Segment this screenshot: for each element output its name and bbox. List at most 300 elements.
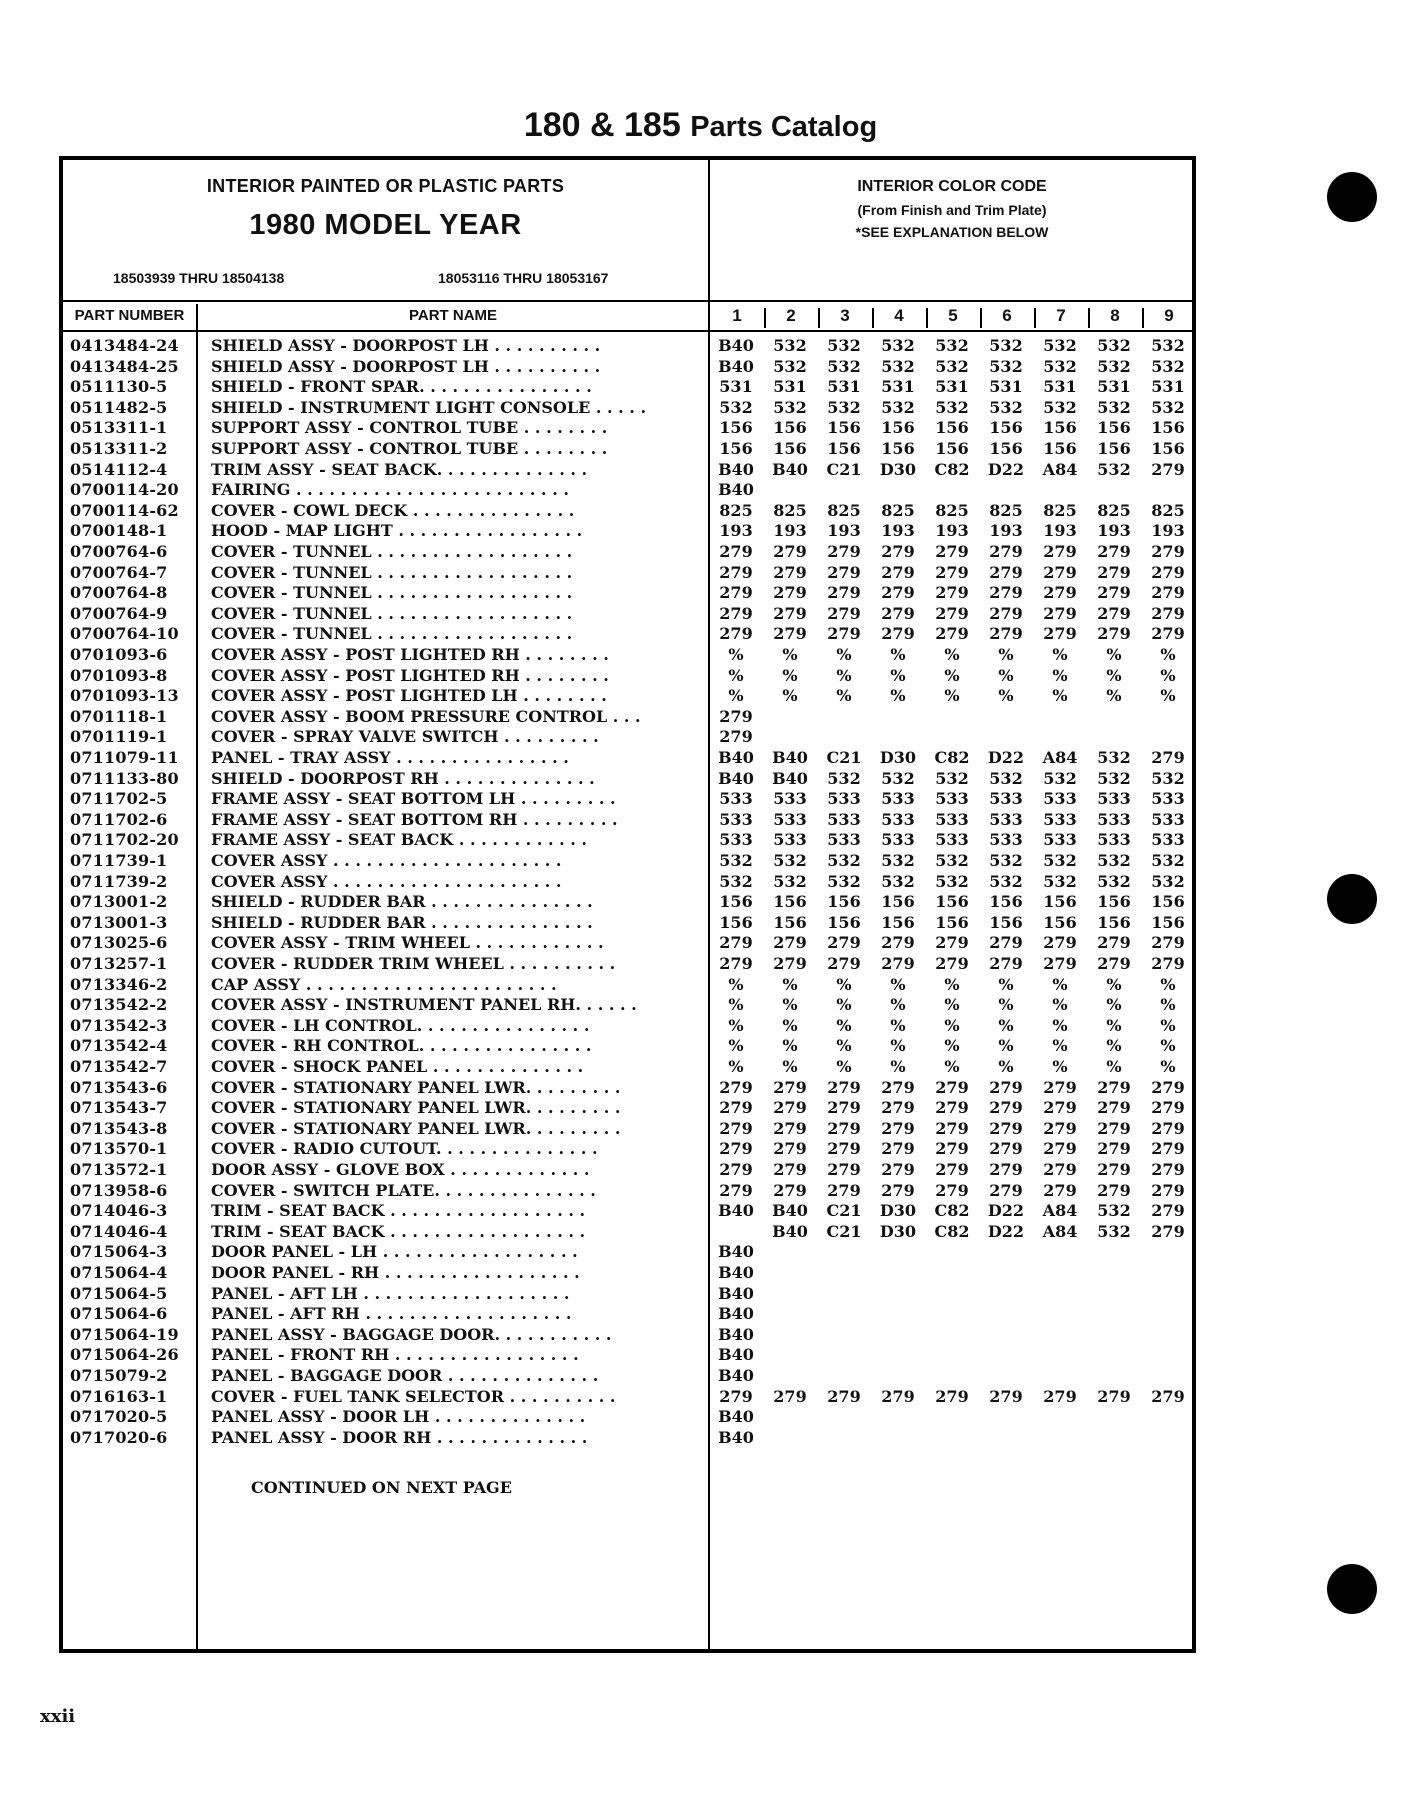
color-code-cell-7: 279 bbox=[1043, 583, 1077, 603]
color-code-cell-7: 532 bbox=[1043, 768, 1077, 788]
color-code-cell-3: 279 bbox=[827, 1160, 861, 1179]
color-code-cell-3: 279 bbox=[827, 542, 861, 561]
color-code-cell-3: % bbox=[836, 995, 852, 1015]
color-code-cell-4: 532 bbox=[881, 768, 915, 788]
color-code-cell-8: % bbox=[1106, 645, 1122, 664]
part-name: SHIELD - RUDDER BAR . . . . . . . . . . . . . . . bbox=[211, 892, 593, 912]
color-code-cell-9: 532 bbox=[1151, 871, 1185, 891]
part-name: COVER ASSY - BOOM PRESSURE CONTROL . . . bbox=[211, 706, 641, 726]
table-row bbox=[63, 480, 1193, 500]
color-code-cell-4: 532 bbox=[881, 336, 915, 355]
color-code-cell-5: 156 bbox=[935, 439, 969, 458]
color-code-cell-1: B40 bbox=[718, 336, 754, 355]
color-code-divider bbox=[1034, 308, 1036, 328]
color-code-cell-5: % bbox=[944, 995, 960, 1015]
color-code-cell-1: 279 bbox=[719, 624, 753, 644]
color-code-cell-8: 279 bbox=[1097, 1180, 1131, 1200]
color-code-cell-5: 279 bbox=[935, 624, 969, 644]
part-name: PANEL ASSY - BAGGAGE DOOR. . . . . . . . . . . bbox=[211, 1324, 612, 1344]
part-number: 0715079-2 bbox=[70, 1366, 168, 1385]
table-row bbox=[63, 1284, 1193, 1304]
part-name: COVER - COWL DECK . . . . . . . . . . . . . . . bbox=[211, 500, 575, 520]
color-code-cell-9: % bbox=[1160, 995, 1176, 1015]
color-code-cell-9: 279 bbox=[1151, 583, 1185, 603]
color-code-cell-7: 156 bbox=[1043, 912, 1077, 932]
table-row bbox=[63, 563, 1193, 583]
part-number: 0701093-6 bbox=[70, 645, 168, 664]
part-name: COVER - SHOCK PANEL . . . . . . . . . . . . . . bbox=[211, 1057, 584, 1076]
color-code-cell-3: 279 bbox=[827, 624, 861, 644]
color-code-cell-3: 279 bbox=[827, 1077, 861, 1097]
part-name: COVER - STATIONARY PANEL LWR. . . . . . . . . bbox=[211, 1118, 621, 1138]
part-name: FRAME ASSY - SEAT BOTTOM RH . . . . . . . . . bbox=[211, 809, 618, 829]
color-code-cell-2: 279 bbox=[773, 1386, 807, 1406]
color-code-cell-6: D22 bbox=[987, 1201, 1025, 1221]
color-code-cell-2: 279 bbox=[773, 954, 807, 973]
color-code-divider bbox=[980, 308, 982, 328]
table-row bbox=[63, 1036, 1193, 1056]
color-code-cell-1: % bbox=[728, 645, 744, 664]
color-code-cell-8: 532 bbox=[1097, 397, 1131, 417]
part-name: SHIELD - RUDDER BAR . . . . . . . . . . . . . . . bbox=[211, 912, 593, 932]
color-code-cell-6: 533 bbox=[989, 830, 1023, 850]
part-name: HOOD - MAP LIGHT . . . . . . . . . . . . . . . . . bbox=[211, 521, 583, 541]
color-code-cell-7: 279 bbox=[1043, 542, 1077, 561]
color-code-cell-2: % bbox=[782, 974, 798, 994]
color-code-cell-5: 279 bbox=[935, 954, 969, 973]
color-code-cell-4: % bbox=[890, 645, 906, 664]
part-name: COVER - TUNNEL . . . . . . . . . . . . . . . . . . bbox=[211, 583, 573, 603]
color-code-cell-7: 279 bbox=[1043, 933, 1077, 953]
color-code-cell-6: D22 bbox=[987, 748, 1025, 767]
color-code-cell-5: 279 bbox=[935, 562, 969, 582]
color-code-cell-2: % bbox=[782, 1057, 798, 1076]
color-code-note: *SEE EXPLANATION BELOW bbox=[855, 224, 1049, 240]
part-number: 0715064-19 bbox=[70, 1324, 179, 1344]
color-code-cell-3: 533 bbox=[827, 789, 861, 809]
color-code-cell-9: 279 bbox=[1151, 1180, 1185, 1200]
table-row bbox=[63, 1222, 1193, 1242]
part-number: 0700764-9 bbox=[70, 603, 168, 623]
color-code-cell-7: % bbox=[1052, 1015, 1068, 1035]
color-code-cell-1: 279 bbox=[719, 727, 753, 747]
part-number: 0715064-4 bbox=[70, 1263, 168, 1282]
part-name: PANEL - AFT RH . . . . . . . . . . . . . . . . . . . bbox=[211, 1304, 572, 1324]
table-row bbox=[63, 1304, 1193, 1324]
table-row bbox=[63, 892, 1193, 912]
color-code-cell-3: 156 bbox=[827, 892, 861, 912]
color-code-cell-5: % bbox=[944, 1015, 960, 1035]
color-code-cell-9: 279 bbox=[1151, 1077, 1185, 1097]
color-code-cell-8: 532 bbox=[1097, 871, 1131, 891]
table-row bbox=[63, 810, 1193, 830]
table-row bbox=[63, 1139, 1193, 1159]
color-code-cell-4: 825 bbox=[881, 500, 915, 520]
color-code-cell-6: 532 bbox=[989, 871, 1023, 891]
color-code-cell-5: C82 bbox=[934, 1221, 970, 1241]
color-code-cell-9: % bbox=[1160, 1015, 1176, 1035]
color-code-cell-8: 156 bbox=[1097, 439, 1131, 458]
color-code-cell-7: % bbox=[1052, 645, 1068, 664]
color-code-cell-3: 279 bbox=[827, 1386, 861, 1406]
color-code-cell-9: 533 bbox=[1151, 830, 1185, 850]
part-number: 0701118-1 bbox=[70, 706, 168, 726]
color-code-cell-2: 156 bbox=[773, 418, 807, 438]
part-number: 0713001-2 bbox=[70, 892, 168, 912]
color-code-cell-5: C82 bbox=[934, 1201, 970, 1221]
color-code-cell-4: 279 bbox=[881, 1118, 915, 1138]
color-code-cell-8: 156 bbox=[1097, 418, 1131, 438]
part-number: 0700114-20 bbox=[70, 480, 179, 500]
color-code-cell-1: 279 bbox=[719, 1118, 753, 1138]
continued-note: CONTINUED ON NEXT PAGE bbox=[251, 1478, 512, 1497]
color-code-cell-5: 156 bbox=[935, 912, 969, 932]
color-code-cell-2: 279 bbox=[773, 562, 807, 582]
part-number: 0711702-5 bbox=[70, 789, 168, 809]
part-number: 0700764-8 bbox=[70, 583, 168, 603]
color-code-cell-6: 279 bbox=[989, 542, 1023, 561]
color-code-cell-7: 279 bbox=[1043, 1139, 1077, 1159]
part-name: COVER - TUNNEL . . . . . . . . . . . . . . . . . . bbox=[211, 624, 573, 644]
part-number: 0514112-4 bbox=[70, 459, 168, 479]
part-number: 0713958-6 bbox=[70, 1180, 168, 1200]
color-code-cell-3: 279 bbox=[827, 1180, 861, 1200]
color-code-cell-5: % bbox=[944, 686, 960, 706]
color-code-cell-7: 156 bbox=[1043, 439, 1077, 458]
color-code-cell-3: C21 bbox=[826, 459, 862, 479]
column-header-rule bbox=[63, 330, 1196, 332]
color-code-cell-1: 531 bbox=[719, 377, 753, 397]
color-code-cell-7: 156 bbox=[1043, 418, 1077, 438]
color-code-cell-2: 279 bbox=[773, 1160, 807, 1179]
table-row bbox=[63, 769, 1193, 789]
color-code-cell-3: 532 bbox=[827, 768, 861, 788]
color-code-cell-9: % bbox=[1160, 974, 1176, 994]
color-code-cell-7: 532 bbox=[1043, 397, 1077, 417]
color-code-cell-7: 532 bbox=[1043, 356, 1077, 376]
color-code-cell-6: 279 bbox=[989, 954, 1023, 973]
table-row bbox=[63, 1078, 1193, 1098]
color-code-cell-2: 156 bbox=[773, 439, 807, 458]
color-code-cell-8: 279 bbox=[1097, 1077, 1131, 1097]
color-code-cell-1: B40 bbox=[718, 1324, 754, 1344]
color-code-cell-1: % bbox=[728, 1015, 744, 1035]
color-code-cell-8: % bbox=[1106, 665, 1122, 685]
part-name: COVER - RADIO CUTOUT. . . . . . . . . . . . . . . bbox=[211, 1139, 598, 1159]
part-number: 0713543-6 bbox=[70, 1077, 168, 1097]
color-code-cell-4: 279 bbox=[881, 542, 915, 561]
color-code-cell-9: % bbox=[1160, 665, 1176, 685]
color-code-cell-6: % bbox=[998, 686, 1014, 706]
color-code-cell-5: 279 bbox=[935, 1098, 969, 1118]
table-row bbox=[63, 933, 1193, 953]
table-row bbox=[63, 1016, 1193, 1036]
color-code-cell-6: % bbox=[998, 1015, 1014, 1035]
color-code-title: INTERIOR COLOR CODE bbox=[857, 178, 1047, 195]
color-code-cell-4: 279 bbox=[881, 603, 915, 623]
color-code-cell-8: 825 bbox=[1097, 500, 1131, 520]
part-number: 0511482-5 bbox=[70, 397, 168, 417]
color-code-cell-1: 533 bbox=[719, 809, 753, 829]
color-code-cell-8: 532 bbox=[1097, 768, 1131, 788]
color-code-cell-5: % bbox=[944, 645, 960, 664]
color-code-cell-7: 533 bbox=[1043, 809, 1077, 829]
part-name: PANEL - TRAY ASSY . . . . . . . . . . . . . . . . bbox=[211, 748, 569, 767]
color-code-cell-8: 156 bbox=[1097, 892, 1131, 912]
color-code-cell-8: 532 bbox=[1097, 1201, 1131, 1221]
table-row bbox=[63, 975, 1193, 995]
color-code-divider bbox=[1088, 308, 1090, 328]
table-row bbox=[63, 1325, 1193, 1345]
color-code-cell-6: % bbox=[998, 974, 1014, 994]
color-code-cell-2: 532 bbox=[773, 356, 807, 376]
color-code-cell-8: 532 bbox=[1097, 851, 1131, 870]
color-code-cell-1: 532 bbox=[719, 851, 753, 870]
binder-hole-bottom bbox=[1327, 1564, 1377, 1614]
table-row bbox=[63, 1119, 1193, 1139]
color-code-cell-9: 279 bbox=[1151, 1201, 1185, 1221]
color-code-cell-3: 279 bbox=[827, 562, 861, 582]
color-code-cell-7: A84 bbox=[1042, 748, 1078, 767]
part-number: 0701093-8 bbox=[70, 665, 168, 685]
part-number: 0711702-6 bbox=[70, 809, 168, 829]
color-code-cell-7: % bbox=[1052, 995, 1068, 1015]
color-code-cell-3: % bbox=[836, 1036, 852, 1056]
color-code-cell-5: % bbox=[944, 1036, 960, 1056]
color-code-cell-2: 279 bbox=[773, 933, 807, 953]
color-code-cell-5: % bbox=[944, 974, 960, 994]
color-code-cell-7: 532 bbox=[1043, 871, 1077, 891]
color-code-cell-8: % bbox=[1106, 974, 1122, 994]
color-code-cell-9: % bbox=[1160, 1057, 1176, 1076]
color-code-cell-5: 533 bbox=[935, 809, 969, 829]
serial-range-2: 18053116 THRU 18053167 bbox=[438, 270, 609, 286]
color-code-cell-3: 156 bbox=[827, 418, 861, 438]
color-code-cell-1: 279 bbox=[719, 542, 753, 561]
color-code-cell-3: 532 bbox=[827, 871, 861, 891]
color-code-cell-3: C21 bbox=[826, 1221, 862, 1241]
color-code-cell-3: 279 bbox=[827, 583, 861, 603]
color-code-cell-6: 533 bbox=[989, 789, 1023, 809]
color-code-cell-5: 279 bbox=[935, 603, 969, 623]
color-code-cell-7: 825 bbox=[1043, 500, 1077, 520]
table-row bbox=[63, 377, 1193, 397]
color-code-cell-7: 533 bbox=[1043, 789, 1077, 809]
color-code-cell-1: B40 bbox=[718, 1263, 754, 1282]
color-code-cell-3: C21 bbox=[826, 1201, 862, 1221]
table-row bbox=[63, 583, 1193, 603]
part-number: 0713346-2 bbox=[70, 974, 168, 994]
part-name: TRIM ASSY - SEAT BACK. . . . . . . . . . . . . . bbox=[211, 459, 588, 479]
color-code-cell-9: 279 bbox=[1151, 954, 1185, 973]
part-number: 0717020-6 bbox=[70, 1427, 168, 1447]
color-code-cell-1: % bbox=[728, 1036, 744, 1056]
color-code-cell-4: D30 bbox=[879, 1201, 917, 1221]
part-name: FRAME ASSY - SEAT BACK . . . . . . . . . . . . bbox=[211, 830, 587, 850]
part-name: FAIRING . . . . . . . . . . . . . . . . . . . . . . . . . bbox=[211, 480, 569, 500]
color-code-cell-1: 279 bbox=[719, 954, 753, 973]
part-number: 0714046-4 bbox=[70, 1221, 168, 1241]
color-code-cell-7: A84 bbox=[1042, 1201, 1078, 1221]
color-code-cell-1: B40 bbox=[718, 480, 754, 500]
color-code-divider bbox=[818, 308, 820, 328]
color-code-cell-3: 279 bbox=[827, 954, 861, 973]
color-code-cell-5: C82 bbox=[934, 459, 970, 479]
part-name: SUPPORT ASSY - CONTROL TUBE . . . . . . . . bbox=[211, 418, 608, 438]
color-code-cell-2: 532 bbox=[773, 397, 807, 417]
color-code-cell-4: % bbox=[890, 1057, 906, 1076]
color-code-cell-3: 279 bbox=[827, 1118, 861, 1138]
color-code-cell-9: 532 bbox=[1151, 768, 1185, 788]
color-code-cell-5: 532 bbox=[935, 768, 969, 788]
table-row bbox=[63, 1160, 1193, 1180]
color-code-cell-8: 279 bbox=[1097, 583, 1131, 603]
color-code-cell-9: % bbox=[1160, 1036, 1176, 1056]
color-code-cell-4: 532 bbox=[881, 397, 915, 417]
color-code-cell-9: 533 bbox=[1151, 809, 1185, 829]
color-code-cell-6: 531 bbox=[989, 377, 1023, 397]
color-code-cell-5: 532 bbox=[935, 871, 969, 891]
part-number: 0717020-5 bbox=[70, 1407, 168, 1427]
table-row bbox=[63, 1201, 1193, 1221]
color-code-header-5: 5 bbox=[948, 306, 958, 325]
color-code-cell-8: 532 bbox=[1097, 748, 1131, 767]
part-name: COVER - SPRAY VALVE SWITCH . . . . . . . . . bbox=[211, 727, 599, 747]
color-code-cell-4: 279 bbox=[881, 1139, 915, 1159]
color-code-cell-3: C21 bbox=[826, 748, 862, 767]
header-right bbox=[708, 178, 1196, 240]
color-code-cell-4: 279 bbox=[881, 1386, 915, 1406]
color-code-cell-5: 193 bbox=[935, 521, 969, 541]
part-name: COVER ASSY - TRIM WHEEL . . . . . . . . . . . . bbox=[211, 933, 604, 953]
part-number: 0715064-6 bbox=[70, 1304, 168, 1324]
color-code-cell-4: % bbox=[890, 1036, 906, 1056]
color-code-cell-2: 532 bbox=[773, 336, 807, 355]
color-code-cell-9: 156 bbox=[1151, 912, 1185, 932]
color-code-cell-1: B40 bbox=[718, 1366, 754, 1385]
color-code-cell-2: 825 bbox=[773, 500, 807, 520]
color-code-cell-9: 279 bbox=[1151, 562, 1185, 582]
color-code-cell-6: 156 bbox=[989, 912, 1023, 932]
table-row bbox=[63, 1242, 1193, 1262]
color-code-cell-8: 279 bbox=[1097, 542, 1131, 561]
color-code-cell-3: 193 bbox=[827, 521, 861, 541]
color-code-cell-7: 279 bbox=[1043, 624, 1077, 644]
table-row bbox=[63, 460, 1193, 480]
color-code-cell-6: 279 bbox=[989, 1118, 1023, 1138]
color-code-cell-6: 156 bbox=[989, 439, 1023, 458]
part-name: COVER - TUNNEL . . . . . . . . . . . . . . . . . . bbox=[211, 603, 573, 623]
column-header-part-number: PART NUMBER bbox=[74, 307, 185, 324]
color-code-cell-4: % bbox=[890, 995, 906, 1015]
part-number: 0716163-1 bbox=[70, 1386, 168, 1406]
color-code-cell-2: 279 bbox=[773, 1098, 807, 1118]
color-code-cell-7: 279 bbox=[1043, 1160, 1077, 1179]
color-code-cell-9: 532 bbox=[1151, 397, 1185, 417]
color-code-cell-2: % bbox=[782, 686, 798, 706]
color-code-divider bbox=[1142, 308, 1144, 328]
part-number: 0711133-80 bbox=[70, 768, 179, 788]
color-code-cell-8: % bbox=[1106, 1036, 1122, 1056]
color-code-cell-1: % bbox=[728, 974, 744, 994]
table-row bbox=[63, 357, 1193, 377]
color-code-cell-7: 532 bbox=[1043, 336, 1077, 355]
color-code-cell-5: 279 bbox=[935, 1077, 969, 1097]
color-code-cell-7: 279 bbox=[1043, 603, 1077, 623]
color-code-cell-9: 156 bbox=[1151, 439, 1185, 458]
color-code-cell-5: 279 bbox=[935, 1139, 969, 1159]
table-row bbox=[63, 418, 1193, 438]
color-code-cell-6: 279 bbox=[989, 1139, 1023, 1159]
color-code-cell-2: 531 bbox=[773, 377, 807, 397]
color-code-cell-2: % bbox=[782, 995, 798, 1015]
color-code-cell-4: 156 bbox=[881, 418, 915, 438]
color-code-cell-9: 279 bbox=[1151, 603, 1185, 623]
table-row bbox=[63, 1345, 1193, 1365]
color-code-cell-3: 156 bbox=[827, 912, 861, 932]
color-code-cell-1: 279 bbox=[719, 933, 753, 953]
color-code-cell-1: % bbox=[728, 995, 744, 1015]
color-code-cell-6: % bbox=[998, 1057, 1014, 1076]
part-name: DOOR PANEL - RH . . . . . . . . . . . . . . . . . . bbox=[211, 1263, 580, 1282]
color-code-cell-6: 156 bbox=[989, 418, 1023, 438]
part-number: 0513311-2 bbox=[70, 439, 168, 458]
color-code-cell-3: 533 bbox=[827, 830, 861, 850]
color-code-cell-9: 279 bbox=[1151, 748, 1185, 767]
color-code-cell-1: 193 bbox=[719, 521, 753, 541]
color-code-cell-1: B40 bbox=[718, 356, 754, 376]
color-code-cell-8: 156 bbox=[1097, 912, 1131, 932]
title-catalog: Catalog bbox=[770, 111, 878, 143]
table-row bbox=[63, 645, 1193, 665]
color-code-cell-6: % bbox=[998, 665, 1014, 685]
color-code-cell-2: 279 bbox=[773, 542, 807, 561]
part-name: PANEL - BAGGAGE DOOR . . . . . . . . . . . . . . bbox=[211, 1366, 599, 1385]
color-code-cell-1: 532 bbox=[719, 871, 753, 891]
color-code-cell-2: % bbox=[782, 1015, 798, 1035]
color-code-cell-2: 279 bbox=[773, 583, 807, 603]
part-name: COVER - STATIONARY PANEL LWR. . . . . . . . . bbox=[211, 1077, 621, 1097]
color-code-cell-7: % bbox=[1052, 665, 1068, 685]
color-code-cell-6: 532 bbox=[989, 336, 1023, 355]
color-code-header-4: 4 bbox=[894, 306, 904, 325]
color-code-cell-7: % bbox=[1052, 686, 1068, 706]
color-code-cell-9: 156 bbox=[1151, 418, 1185, 438]
title-parts: Parts bbox=[690, 111, 771, 143]
color-code-cell-4: % bbox=[890, 974, 906, 994]
part-number: 0713543-8 bbox=[70, 1118, 168, 1138]
table-row bbox=[63, 686, 1193, 706]
color-code-cell-3: 279 bbox=[827, 933, 861, 953]
part-number: 0715064-3 bbox=[70, 1242, 168, 1262]
color-code-cell-6: 532 bbox=[989, 356, 1023, 376]
part-name: COVER ASSY - POST LIGHTED LH . . . . . . . . bbox=[211, 686, 607, 706]
color-code-cell-8: 279 bbox=[1097, 1098, 1131, 1118]
color-code-cell-8: 279 bbox=[1097, 1386, 1131, 1406]
color-code-cell-4: 279 bbox=[881, 583, 915, 603]
part-name: PANEL - FRONT RH . . . . . . . . . . . . . . . . . bbox=[211, 1345, 579, 1365]
header-rule-left bbox=[63, 300, 708, 302]
color-code-cell-8: 533 bbox=[1097, 830, 1131, 850]
color-code-cell-5: 279 bbox=[935, 1386, 969, 1406]
color-code-cell-3: 279 bbox=[827, 603, 861, 623]
part-number: 0701093-13 bbox=[70, 686, 179, 706]
table-row bbox=[63, 604, 1193, 624]
part-number: 0700114-62 bbox=[70, 500, 179, 520]
color-code-cell-8: 279 bbox=[1097, 1118, 1131, 1138]
color-code-cell-5: 279 bbox=[935, 1118, 969, 1138]
table-row bbox=[63, 501, 1193, 521]
